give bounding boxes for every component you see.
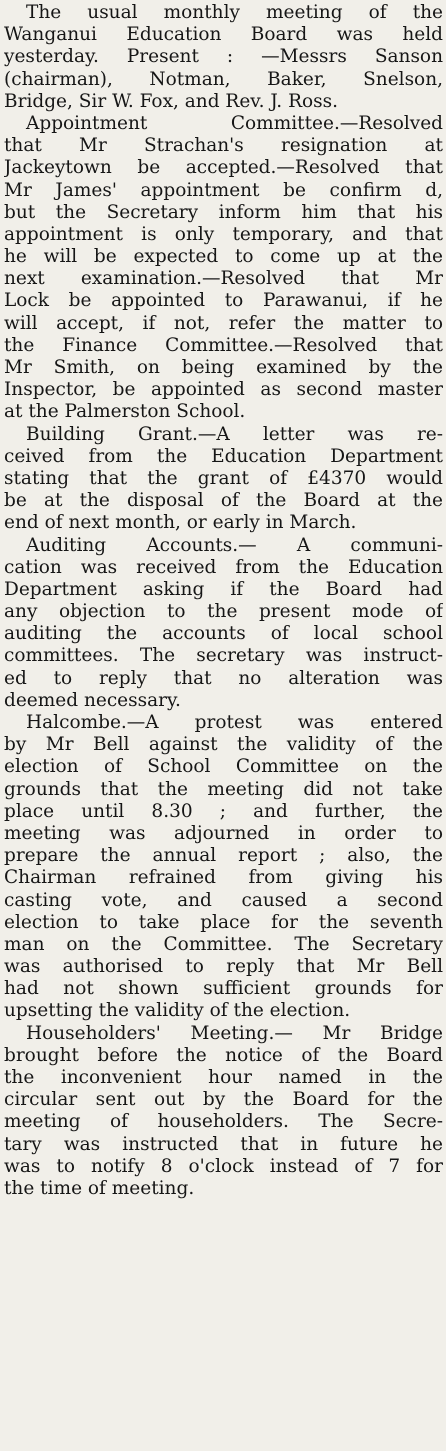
text-line: grounds that the meeting did not take — [4, 778, 443, 800]
text-line: Halcombe.—A protest was entered — [26, 712, 443, 733]
paragraph-opening — [4, 2, 443, 113]
text-line: brought before the notice of the Board — [4, 1044, 443, 1066]
text-line: Auditing Accounts.— A communi- — [26, 534, 443, 556]
text-line: man on the Committee. The Secretary — [4, 933, 443, 955]
text-line: was to notify 8 o'clock instead of 7 for — [4, 1155, 443, 1177]
text-line: the Finance Committee.—Resolved that — [4, 334, 443, 356]
text-line: be at the disposal of the Board at the — [4, 490, 443, 512]
text-line: Householders' Meeting.— Mr Bridge — [26, 1022, 443, 1044]
text-line: appointment is only temporary, and that — [4, 223, 443, 245]
text-line: upsetting the validity of the election. — [4, 1000, 351, 1022]
text-line: will accept, if not, refer the matter to — [4, 312, 443, 334]
text-line: circular sent out by the Board for the — [4, 1089, 443, 1111]
text-line: yesterday. Present : —Messrs Sanson — [4, 46, 443, 68]
text-line: was authorised to reply that Mr Bell — [4, 956, 443, 978]
text-line: Jackeytown be accepted.—Resolved that — [4, 157, 443, 179]
text-line: ed to reply that no alteration was — [4, 667, 443, 689]
text-line: The usual monthly meeting of the — [26, 2, 443, 23]
text-line: (chairman), Notman, Baker, Snelson, — [4, 68, 443, 90]
text-line: Chairman refrained from giving his — [4, 867, 443, 889]
text-line: Building Grant.—A letter was re- — [26, 423, 443, 445]
text-line: but the Secretary inform him that his — [4, 201, 443, 223]
text-line: the inconvenient hour named in the — [4, 1067, 443, 1088]
text-line: Bridge, Sir W. Fox, and Rev. J. Ross. — [4, 90, 339, 112]
text-line: that Mr Strachan's resignation at — [4, 135, 443, 157]
text-line: had not shown sufficient grounds for — [4, 978, 443, 1000]
text-line: Lock be appointed to Parawanui, if he — [4, 290, 443, 312]
text-line: the time of meeting. — [4, 1177, 195, 1199]
text-line: stating that the grant of £4370 would — [4, 467, 443, 489]
paragraph-building-grant — [4, 424, 443, 535]
text-line: place until 8.30 ; and further, the — [4, 800, 443, 822]
text-line: meeting was adjourned in order to — [4, 822, 443, 844]
text-line: ceived from the Education Department — [4, 445, 443, 467]
text-line: committees. The secretary was instruct- — [4, 645, 443, 667]
text-line: any objection to the present mode of — [4, 601, 443, 623]
text-line: casting vote, and caused a second — [4, 889, 443, 911]
text-line: Appointment Committee.—Resolved — [26, 112, 443, 134]
text-line: election of School Committee on the — [4, 756, 443, 778]
text-line: by Mr Bell against the validity of the — [4, 734, 443, 756]
text-line: deemed necessary. — [4, 689, 181, 711]
paragraph-appointment-committee — [4, 113, 443, 424]
text-line: auditing the accounts of local school — [4, 623, 443, 645]
paragraph-halcombe — [4, 712, 443, 1023]
text-line: end of next month, or early in March. — [4, 512, 357, 534]
article-body — [4, 2, 443, 1200]
text-line: Mr James' appointment be confirm d, — [4, 179, 443, 201]
paragraph-auditing-accounts — [4, 535, 443, 713]
text-line: prepare the annual report ; also, the — [4, 845, 443, 867]
text-line: at the Palmerston School. — [4, 401, 246, 423]
text-line: cation was received from the Education — [4, 556, 443, 578]
text-line: Mr Smith, on being examined by the — [4, 357, 443, 378]
text-line: Wanganui Education Board was held — [4, 24, 443, 46]
text-line: next examination.—Resolved that Mr — [4, 268, 443, 290]
text-line: Inspector, be appointed as second master — [4, 379, 443, 401]
text-line: meeting of householders. The Secre- — [4, 1111, 443, 1133]
text-line: Department asking if the Board had — [4, 578, 443, 600]
paragraph-householders-meeting — [4, 1023, 443, 1201]
text-line: he will be expected to come up at the — [4, 246, 443, 268]
text-line: tary was instructed that in future he — [4, 1133, 443, 1155]
text-line: election to take place for the seventh — [4, 911, 443, 933]
